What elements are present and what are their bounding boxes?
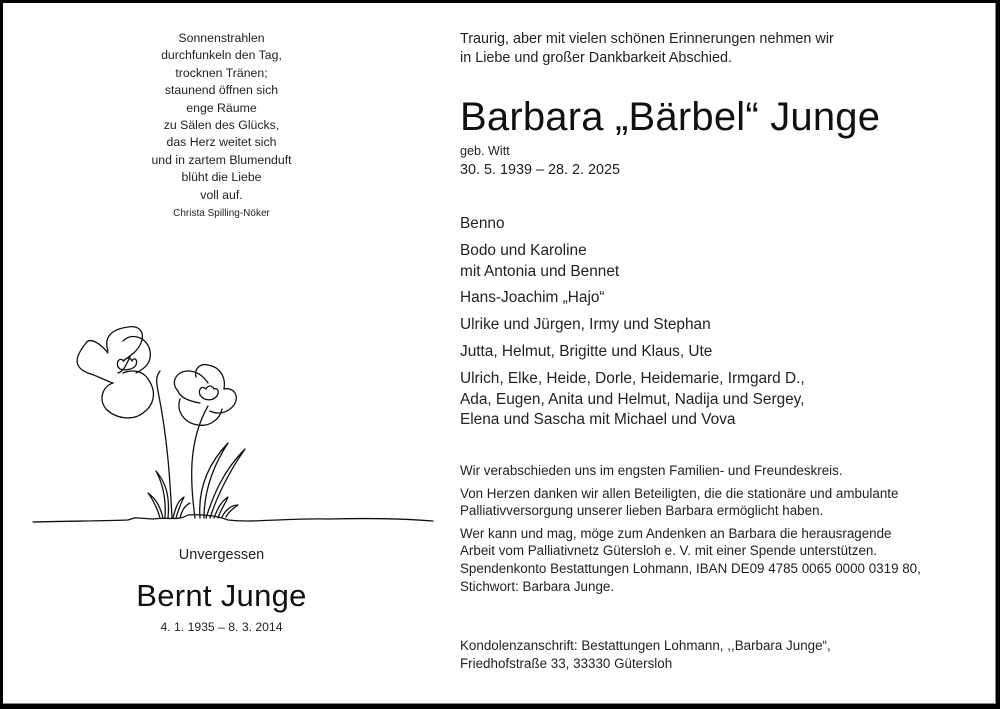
right-column — [460, 3, 990, 703]
mourner-group — [460, 288, 805, 309]
condolence-line: Friedhofstraße 33, 33330 Gütersloh — [460, 655, 673, 671]
note-donation — [460, 525, 921, 595]
mourner-line: Ulrike und Jürgen, Irmy und Stephan — [460, 316, 711, 334]
poem-line: enge Räume — [186, 100, 257, 115]
poem-line: das Herz weitet sich — [166, 135, 277, 150]
mourner-line: mit Antonia und Bennet — [460, 262, 620, 280]
mourners-list — [460, 214, 805, 437]
mourner-line: Bodo und Karoline — [460, 241, 587, 259]
note-line: Stichwort: Barbara Junge. — [460, 578, 615, 594]
mourner-line: Ada, Eugen, Anita und Helmut, Nadija und Sergey, — [460, 390, 805, 408]
mourner-group — [460, 342, 805, 363]
mourner-line: Ulrich, Elke, Heide, Dorle, Heidemarie, Irmgard D., — [460, 369, 805, 387]
mourner-group — [460, 369, 805, 431]
mourner-line: Elena und Sascha mit Michael und Vova — [460, 411, 736, 429]
note-farewell — [460, 462, 921, 480]
deceased-dates: 30. 5. 1939 – 28. 2. 2025 — [460, 162, 621, 178]
intro-line: Traurig, aber mit vielen schönen Erinnerungen nehmen wir — [460, 31, 834, 47]
poem-line: voll auf. — [200, 187, 243, 202]
note-line: Palliativversorgung unserer lieben Barbara ermöglicht haben. — [460, 503, 824, 519]
poem-line: Sonnenstrahlen — [178, 31, 265, 45]
poem — [3, 30, 440, 221]
left-column — [3, 3, 443, 703]
notes-section — [460, 462, 921, 600]
note-line: Wir verabschieden uns im engsten Familien- und Freundeskreis. — [460, 463, 843, 478]
deceased-name: Barbara „Bärbel“ Junge — [460, 95, 881, 139]
poem-line: durchfunkeln den Tag, — [161, 48, 282, 63]
poem-line: und in zartem Blumenduft — [151, 152, 292, 167]
mourner-group — [460, 241, 805, 283]
note-line: Von Herzen danken wir allen Beteiligten, die die stationäre und ambulante — [460, 485, 899, 501]
condolence-address — [460, 637, 831, 672]
condolence-line: Kondolenzanschrift: Bestattungen Lohmann, ,,Barbara Junge“, — [460, 638, 831, 653]
poem-line: trocknen Tränen; — [175, 65, 268, 80]
mourner-group — [460, 315, 805, 336]
remembered-dates: 4. 1. 1935 – 8. 3. 2014 — [160, 620, 283, 634]
poem-line: zu Sälen des Glücks, — [163, 118, 280, 133]
mourner-line: Hans-Joachim „Hajo“ — [460, 289, 605, 307]
obituary-page — [3, 3, 996, 704]
note-thanks — [460, 485, 921, 520]
poem-author: Christa Spilling-Nöker — [173, 208, 270, 220]
note-line: Wer kann und mag, möge zum Andenken an Barbara die herausragende — [460, 525, 892, 541]
poem-line: blüht die Liebe — [181, 170, 262, 185]
intro-line: in Liebe und großer Dankbarkeit Abschied. — [460, 49, 732, 66]
note-line: Arbeit vom Palliativnetz Gütersloh e. V. mit einer Spende unterstützen. — [460, 543, 878, 559]
intro-text — [460, 30, 834, 67]
poem-line: staunend öffnen sich — [164, 83, 279, 98]
remembered-name: Bernt Junge — [136, 578, 307, 613]
maiden-name: geb. Witt — [460, 144, 510, 158]
poppy-flowers-icon — [28, 321, 438, 533]
note-line: Spendenkonto Bestattungen Lohmann, IBAN DE09 4785 0065 0000 0319 80, — [460, 560, 921, 576]
remembrance-label: Unvergessen — [178, 547, 265, 563]
mourner-line: Benno — [460, 215, 505, 232]
mourner-line: Jutta, Helmut, Brigitte und Klaus, Ute — [460, 342, 713, 360]
mourner-group — [460, 214, 805, 235]
